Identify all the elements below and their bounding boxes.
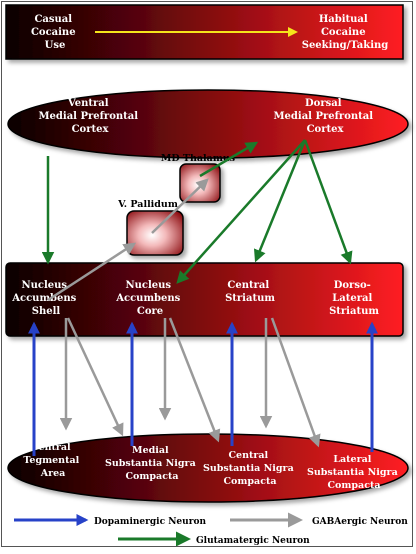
vta-label: Ventral Tegmental Area — [23, 442, 80, 479]
central-snc-label: Central Substantia Nigra Compacta — [202, 450, 294, 487]
dorsal-mpfc-label: Dorsal Medial Prefrontal Cortex — [273, 98, 374, 135]
outer-frame — [1, 1, 413, 547]
legend-gabaergic-label: GABAergic Neuron — [312, 517, 408, 527]
v-pallidum-label: V. Pallidum — [118, 199, 178, 210]
medial-snc-label: Medial Substantia Nigra Compacta — [104, 445, 196, 482]
ventral-mpfc-label: Ventral Medial Prefrontal Cortex — [38, 98, 139, 135]
nac-shell-label: Nucleus Accumbens Shell — [12, 280, 77, 317]
lateral-snc-label: Lateral Substantia Nigra Compacta — [306, 454, 398, 491]
legend-dopaminergic-label: Dopaminergic Neuron — [94, 517, 206, 527]
legend-glutamatergic-label: Glutamatergic Neuron — [196, 536, 310, 546]
timeline-start-label: Casual Cocaine Use — [30, 14, 76, 51]
central-striatum-label: Central Striatum — [225, 280, 275, 304]
timeline-end-label: Habitual Cocaine Seeking/Taking — [301, 14, 389, 51]
md-thalamus-label: MD Thalamus — [160, 153, 236, 164]
dorsolateral-striatum-label: Dorso- Lateral Striatum — [329, 280, 379, 317]
nac-core-label: Nucleus Accumbens Core — [116, 280, 181, 317]
